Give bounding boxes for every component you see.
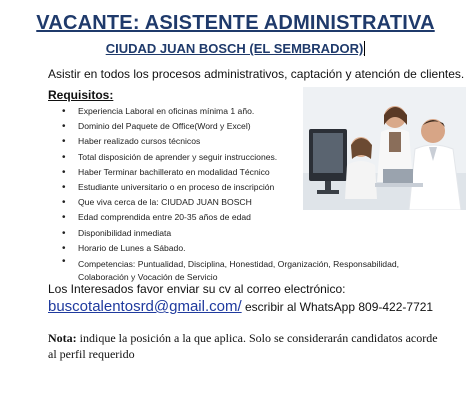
location-subtitle-text: CIUDAD JUAN BOSCH (EL SEMBRADOR) (105, 41, 364, 56)
contact-line (48, 298, 433, 315)
email-link[interactable]: buscotalentosrd@gmail.com (48, 298, 238, 315)
text-cursor (364, 41, 365, 56)
requirement-item: • Estudiante universitario o en proceso de inscripción (48, 180, 428, 195)
email-separator: / (237, 298, 242, 315)
vacancy-title: VACANTE: ASISTENTE ADMINISTRATIVA (36, 12, 435, 34)
contact-instructions: Los Interesados favor enviar su cv al correo electrónico: (48, 282, 346, 296)
note-label: Nota: (48, 331, 77, 345)
requirement-item: • Haber realizado cursos técnicos (48, 134, 428, 149)
requirement-item: • Competencias: Puntualidad, Disciplina, Honestidad, Organización, Responsabilidad, Colaboración y Vocación de Servicio (48, 256, 428, 283)
office-team-illustration (303, 87, 466, 210)
job-description: Asistir en todos los procesos administrativos, captación y atención de clientes. (48, 67, 465, 81)
requirement-item: • Total disposición de aprender y seguir instrucciones. (48, 150, 428, 165)
note-paragraph (48, 330, 448, 362)
requirement-item: • Edad comprendida entre 20-35 años de edad (48, 210, 428, 225)
requirement-item: • Experiencia Laboral en oficinas mínima 1 año. (48, 104, 428, 119)
requirements-heading: Requisitos: (48, 88, 114, 102)
requirement-item: • Haber Terminar bachillerato en modalidad Técnico (48, 165, 428, 180)
office-team-photo (303, 87, 466, 210)
note-text: indique la posición a la que aplica. Solo se considerarán candidatos acorde al perfil requerido (48, 331, 438, 361)
requirement-item: • Disponibilidad inmediata (48, 226, 428, 241)
location-subtitle (0, 41, 471, 56)
requirement-item: • Dominio del Paquete de Office(Word y Excel) (48, 119, 428, 134)
requirement-item: • Horario de Lunes a Sábado. (48, 241, 428, 256)
whatsapp-text: escribir al WhatsApp 809-422-7721 (241, 300, 434, 314)
requirement-item: • Que viva cerca de la: CIUDAD JUAN BOSCH (48, 195, 428, 210)
